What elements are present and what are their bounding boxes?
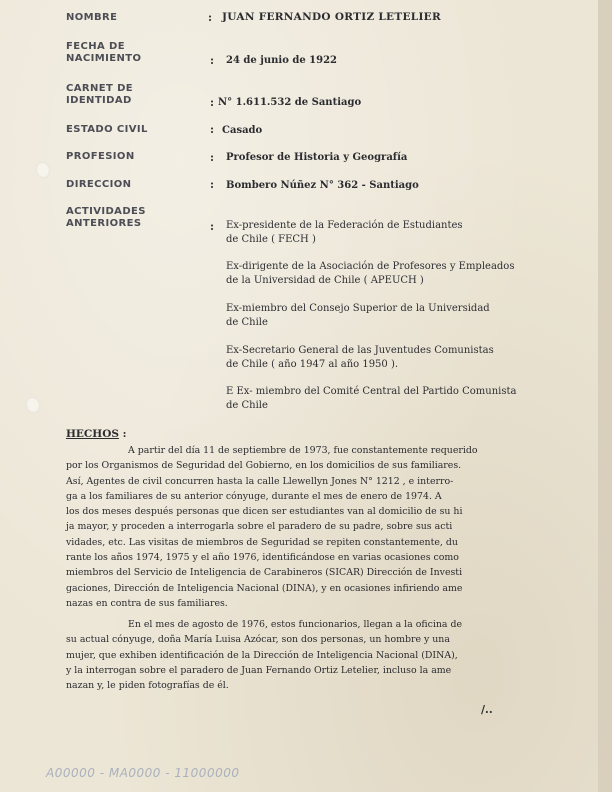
paragraph-line: En el mes de agosto de 1976, estos funcionarios, llegan a la oficina de [128,619,463,630]
paragraph-line: los dos meses después personas que dicen ser estudiantes van al domicilio de su hi [66,506,463,518]
paragraph-line: vidades, etc. Las visitas de miembros de Seguridad se repiten constantemente, du [66,536,458,548]
colon: : [210,220,215,233]
actividad-item: Ex-Secretario General de las Juventudes Comunistas de Chile ( año 1947 al año 1950 ). [226,345,494,370]
paragraph-line: su actual cónyuge, doña María Luisa Azócar, son dos personas, un hombre y una [66,634,450,646]
hechos-paragraph-1 [66,443,576,611]
actividad-item: Ex-dirigente de la Asociación de Profesores y Empleados de la Universidad de Chile ( APEUCH ) [226,261,515,286]
actividad-item: E Ex- miembro del Comité Central del Partido Comunista de Chile [226,386,517,411]
colon: : [208,11,213,24]
colon: : [210,151,215,164]
value-nombre: JUAN FERNANDO ORTIZ LETELIER [222,11,441,23]
actividad-item: Ex-miembro del Consejo Superior de la Universidad de Chile [226,303,490,328]
paragraph-line: rante los años 1974, 1975 y el año 1976, identificándose en varias ocasiones como [66,552,459,564]
colon: : [210,54,215,67]
punch-hole-bottom [26,397,40,413]
label-carnet-identidad: CARNET DE IDENTIDAD [66,83,134,106]
handwritten-note: A00000 - MA0000 - 11000000 [46,766,240,780]
value-estado-civil: Casado [222,125,263,136]
paragraph-line: Así, Agentes de civil concurren hasta la calle Llewellyn Jones N° 1212 , e interro- [66,475,454,487]
value-carnet-identidad: N° 1.611.532 de Santiago [218,97,362,108]
paragraph-line: nazan y, le piden fotografías de él. [66,680,229,692]
label-nombre: NOMBRE [66,12,118,23]
hechos-heading [66,428,126,440]
punch-hole-top [36,162,50,178]
paragraph-line: ja mayor, y proceden a interrogarla sobre el paradero de su padre, sobre sus acti [66,521,453,533]
value-fecha-nacimiento: 24 de junio de 1922 [226,55,338,66]
label-estado-civil: ESTADO CIVIL [66,124,148,135]
paragraph-line: ga a los familiares de su anterior cónyuge, durante el mes de enero de 1974. A [66,490,442,502]
paragraph-line: y la interrogan sobre el paradero de Juan Fernando Ortiz Letelier, incluso la ame [66,664,452,676]
value-profesion: Profesor de Historia y Geografía [226,152,408,163]
paragraph-line: mujer, que exhiben identificación de la Dirección de Inteligencia Nacional (DINA), [66,649,458,661]
hechos-paragraph-2 [66,617,576,693]
hechos-title: HECHOS [66,428,119,440]
hechos-colon: : [122,428,127,440]
paragraph-line: nazas en contra de sus familiares. [66,597,228,609]
colon: : [210,123,215,136]
label-actividades-anteriores: ACTIVIDADES ANTERIORES [66,206,146,229]
paragraph-line: miembros del Servicio de Inteligencia de Carabineros (SICAR) Dirección de Investi [66,567,463,579]
label-profesion: PROFESION [66,151,135,162]
colon: : [210,178,215,191]
continuation-mark: /.. [481,703,493,716]
value-direccion: Bombero Núñez N° 362 - Santiago [226,180,419,191]
actividad-item: Ex-presidente de la Federación de Estudiantes de Chile ( FECH ) [226,220,463,245]
label-fecha-nacimiento: FECHA DE NACIMIENTO [66,41,142,64]
colon: : [210,96,215,109]
paragraph-line: gaciones, Dirección de Inteligencia Nacional (DINA), y en ocasiones infiriendo ame [66,582,463,594]
label-direccion: DIRECCION [66,179,132,190]
paragraph-line: A partir del día 11 de septiembre de 1973, fue constantemente requerido [128,445,478,456]
paragraph-line: por los Organismos de Seguridad del Gobierno, en los domicilios de sus familiares. [66,460,462,472]
